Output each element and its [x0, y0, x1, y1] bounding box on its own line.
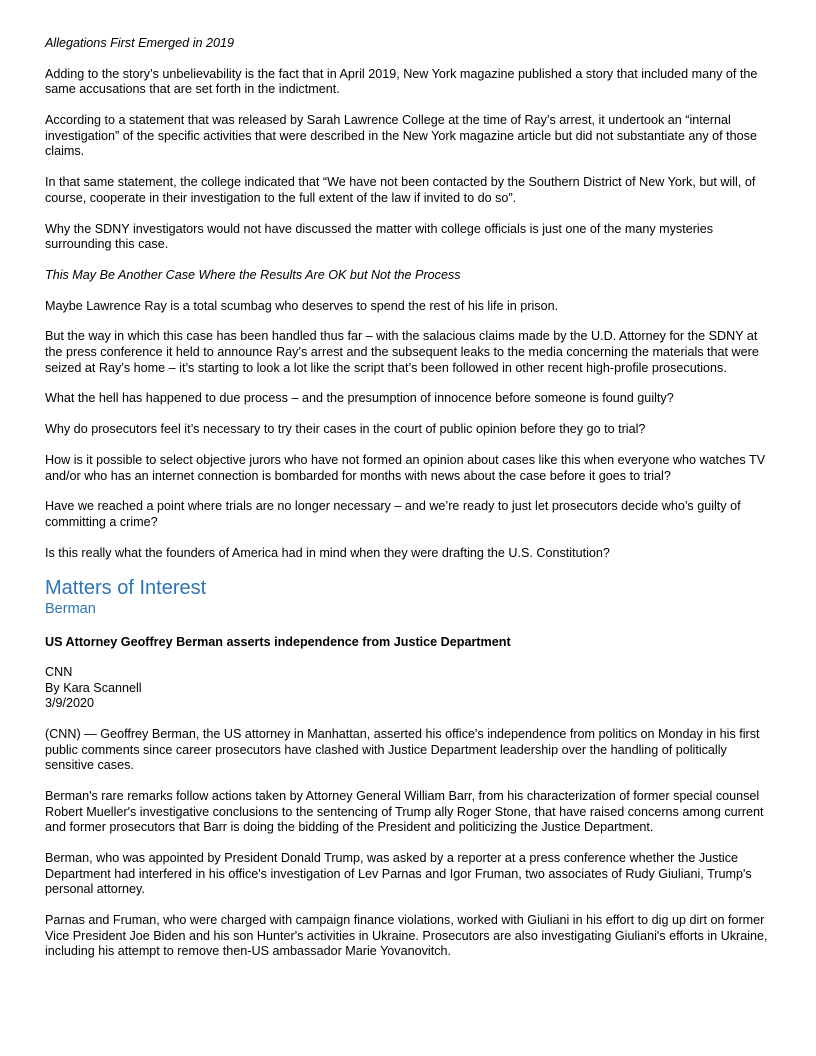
article-date: 3/9/2020: [45, 696, 95, 711]
paragraph: Adding to the story’s unbelievability is the fact that in April 2019, New York magazine published a story that included many of the same accusations that are set forth in the indictment.: [45, 66, 758, 97]
article-paragraph: Parnas and Fruman, who were charged with campaign finance violations, worked with Giuliani in his effort to dig up dirt on former Vice President Joe Biden and his son Hunter's activities in Ukraine. Prosecutors are also investigating Giuliani's efforts in Ukraine, including his attempt to remove then-US ambassador Marie Yovanovitch.: [45, 913, 768, 959]
section-heading-allegations: Allegations First Emerged in 2019: [45, 36, 235, 50]
article-headline: US Attorney Geoffrey Berman asserts independence from Justice Department: [45, 634, 511, 649]
matters-of-interest-title: Matters of Interest: [45, 576, 207, 599]
paragraph: According to a statement that was released by Sarah Lawrence College at the time of Ray’s arrest, it undertook an “internal investigation” of the specific activities that were described in the New York magazine article but did not substantiate any of those claims.: [45, 113, 757, 159]
article-source: CNN: [45, 665, 73, 680]
article-byline: By Kara Scannell: [45, 680, 142, 695]
paragraph: Why do prosecutors feel it’s necessary to try their cases in the court of public opinion before they go to trial?: [45, 422, 646, 437]
paragraph: What the hell has happened to due process – and the presumption of innocence before someone is found guilty?: [45, 391, 674, 406]
paragraph: But the way in which this case has been handled thus far – with the salacious claims made by the U.D. Attorney for the SDNY at the press conference it held to announce Ray’s arrest and the subsequent leaks to the media concerning the materials that were seized at Ray’s home – it’s starting to look a lot like the script that’s been followed in other recent high-profile prosecutions.: [45, 329, 759, 375]
paragraph: How is it possible to select objective jurors who have not formed an opinion about cases like this when everyone who watches TV and/or who has an internet connection is bombarded for months with news about the case before it goes to trial?: [45, 452, 766, 483]
article-paragraph: Berman, who was appointed by President Donald Trump, was asked by a reporter at a press conference whether the Justice Department had interfered in his office's investigation of Lev Parnas and Igor Fruman, two associates of Rudy Giuliani, Trump's personal attorney.: [45, 851, 752, 897]
paragraph: In that same statement, the college indicated that “We have not been contacted by the Southern District of New York, but will, of course, cooperate in their investigation to the full extent of the law if invited to do so”.: [45, 175, 756, 205]
paragraph: Maybe Lawrence Ray is a total scumbag who deserves to spend the rest of his life in prison.: [45, 298, 559, 313]
paragraph: Is this really what the founders of America had in mind when they were drafting the U.S. Constitution?: [45, 545, 610, 560]
article-paragraph: Berman's rare remarks follow actions taken by Attorney General William Barr, from his characterization of former special counsel Robert Mueller's investigative conclusions to the sentencing of Trump ally Roger Stone, that have raised concerns among current and former prosecutors that Barr is doing the bidding of the President and politicizing the Justice Department.: [45, 789, 764, 835]
article-meta: [45, 665, 771, 712]
paragraph: Why the SDNY investigators would not have discussed the matter with college officials is just one of the many mysteries surrounding this case.: [45, 221, 714, 252]
matters-subtitle: Berman: [45, 600, 96, 617]
section-heading-process: This May Be Another Case Where the Results Are OK but Not the Process: [45, 267, 461, 282]
article-paragraph: (CNN) — Geoffrey Berman, the US attorney in Manhattan, asserted his office's independence from politics on Monday in his first public comments since career prosecutors have clashed with Justice Department leadership over the handling of politically sensitive cases.: [45, 727, 760, 773]
paragraph: Have we reached a point where trials are no longer necessary – and we’re ready to just let prosecutors decide who’s guilty of committing a crime?: [45, 499, 741, 529]
